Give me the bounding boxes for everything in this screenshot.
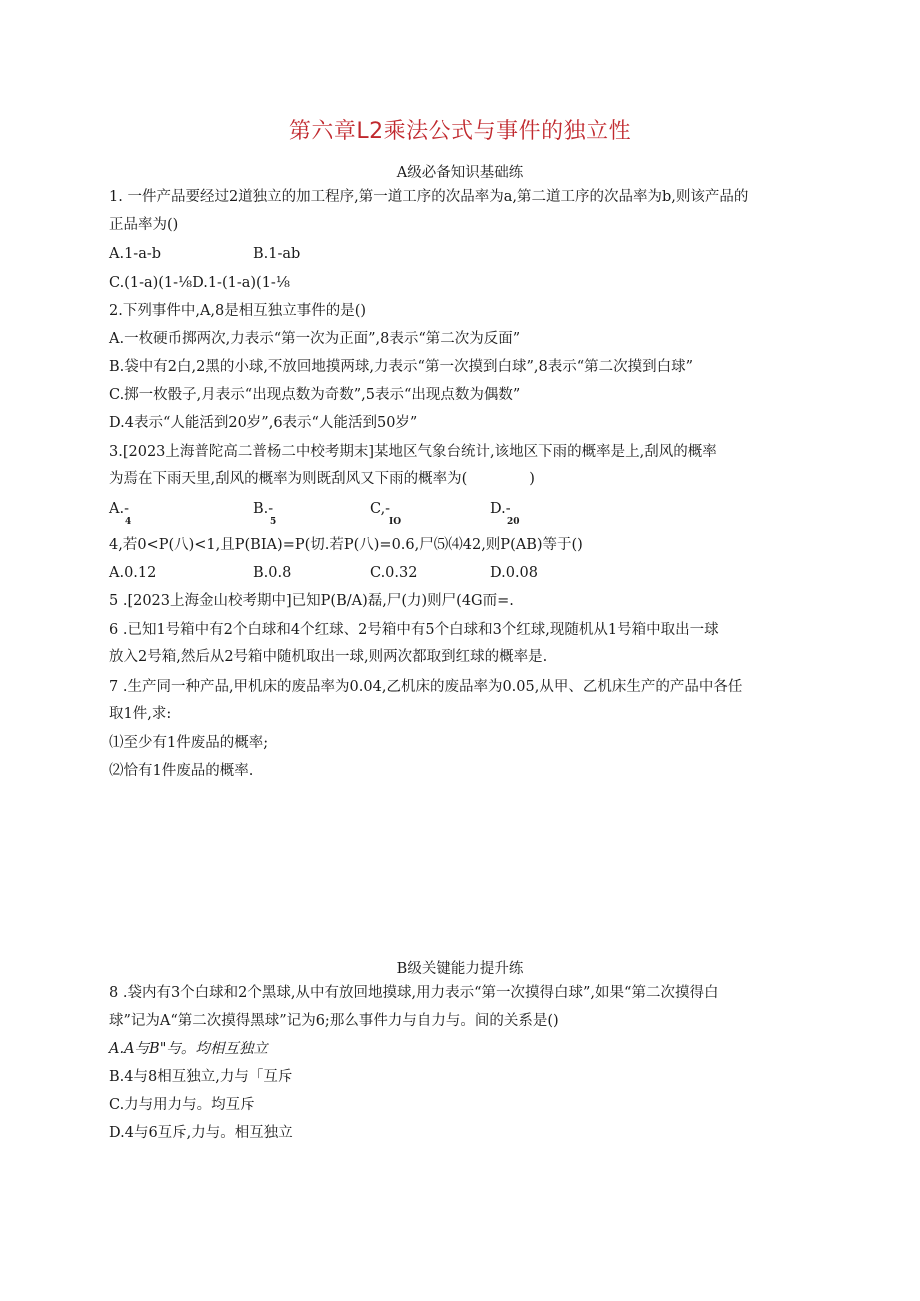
- q2-option-c: C.掷一枚骰子,月表示“出现点数为奇数”,5表示“出现点数为偶数”: [109, 387, 521, 403]
- q1-options-c-d: C.(1-a)(1-⅛D.1-(1-a)(1-⅛: [109, 275, 290, 291]
- q3-option-d-denominator: 20: [507, 517, 520, 527]
- q8-stem-line2: 球”记为A“第二次摸得黑球”记为6;那么事件力与自力与。间的关系是(): [109, 1013, 559, 1029]
- q7-stem-line2: 取1件,求:: [109, 706, 172, 722]
- q3-option-a-denominator: 4: [125, 517, 132, 527]
- q1-stem-line2: 正品率为(): [109, 217, 179, 233]
- q8-option-b: B.4与8相互独立,力与「互斥: [109, 1069, 293, 1085]
- section-a-heading: A级必备知识基础练: [396, 165, 524, 181]
- q8-option-d: D.4与6互斥,力与。相互独立: [109, 1125, 293, 1141]
- q7-part-2: ⑵恰有1件废品的概率.: [109, 763, 254, 779]
- section-b-heading: B级关键能力提升练: [396, 961, 524, 977]
- q7-part-1: ⑴至少有1件废品的概率;: [109, 735, 269, 751]
- q1-option-a: A.1-a-b: [109, 246, 162, 262]
- q5-stem: 5 .[2023上海金山校考期中]已知P(B/A)磊,尸(力)则尸(4G而=.: [109, 593, 514, 609]
- q3-option-b: B.-: [253, 501, 274, 517]
- q3-option-c: C,-: [370, 501, 391, 517]
- q4-option-b: B.0.8: [253, 565, 292, 581]
- q2-option-d: D.4表示“人能活到20岁”,6表示“人能活到50岁”: [109, 415, 418, 431]
- q7-stem-line1: 7 .生产同一种产品,甲机床的废品率为0.04,乙机床的废品率为0.05,从甲、乙机床生产的产品中各任: [109, 679, 743, 695]
- q3-stem-line2: [109, 469, 535, 489]
- q6-stem-line2: 放入2号箱,然后从2号箱中随机取出一球,则两次都取到红球的概率是.: [109, 649, 548, 665]
- q1-stem-line1: 1. 一件产品要经过2道独立的加工程序,第一道工序的次品率为a,第二道工序的次品率为b,则该产品的: [109, 189, 749, 205]
- q4-option-c: C.0.32: [370, 565, 418, 581]
- q2-option-b: B.袋中有2白,2黑的小球,不放回地摸两球,力表示“第一次摸到白球”,8表示“第二次摸到白球”: [109, 359, 694, 375]
- q8-option-c: C.力与用力与。均互斥: [109, 1097, 255, 1113]
- q3-option-c-denominator: IO: [389, 517, 402, 527]
- q3-stem-line2-text: 为焉在下雨天里,刮风的概率为则既刮风又下雨的概率为(: [109, 471, 468, 487]
- q1-option-b: B.1-ab: [253, 246, 301, 262]
- q3-stem-line1: 3.[2023上海普陀高二普杨二中校考期末]某地区气象台统计,该地区下雨的概率是上,刮风的概率: [109, 444, 717, 460]
- q3-option-a: A.-: [109, 501, 129, 517]
- q3-closing-paren: ): [529, 471, 535, 487]
- q3-option-b-denominator: 5: [270, 517, 277, 527]
- q4-option-a: A.0.12: [109, 565, 157, 581]
- q8-option-a: A.A与B"与。均相互独立: [109, 1041, 268, 1057]
- q4-stem: 4,若0<P(八)<1,且P(BIA)=P(切.若P(八)=0.6,尸⑸⑷42,则P(AB)等于(): [109, 537, 583, 553]
- q6-stem-line1: 6 .已知1号箱中有2个白球和4个红球、2号箱中有5个白球和3个红球,现随机从1号箱中取出一球: [109, 622, 719, 638]
- page-title: 第六章L2乘法公式与事件的独立性: [288, 119, 632, 144]
- q2-option-a: A.一枚硬币掷两次,力表示“第一次为正面”,8表示“第二次为反面”: [109, 331, 521, 347]
- q8-stem-line1: 8 .袋内有3个白球和2个黑球,从中有放回地摸球,用力表示“第一次摸得白球”,如果“第二次摸得白: [109, 985, 719, 1001]
- q4-option-d: D.0.08: [490, 565, 539, 581]
- q3-option-d: D.-: [490, 501, 511, 517]
- q2-stem: 2.下列事件中,A,8是相互独立事件的是(): [109, 303, 367, 319]
